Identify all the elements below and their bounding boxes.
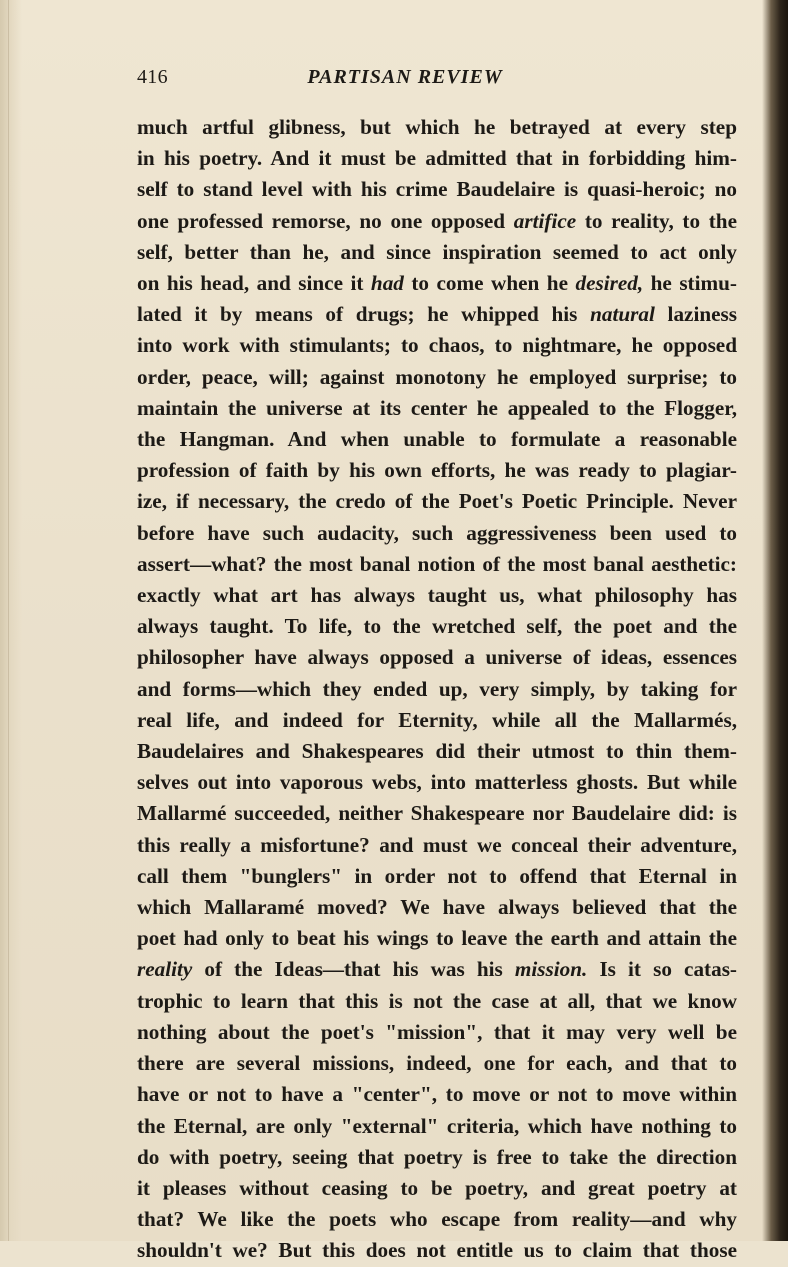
text-segment: trophic to learn that this is not the case at all, that we know [137, 988, 737, 1013]
text-segment: he stimu- [643, 271, 737, 296]
text-segment: exactly what art has always taught us, what philosophy has [137, 583, 737, 608]
text-line [137, 986, 737, 1017]
text-segment: real life, and indeed for Eternity, while all the Mallarmés, [137, 707, 737, 732]
text-line [137, 549, 737, 580]
text-line [137, 580, 737, 611]
text-segment: the Eternal, are only "external" criteria, which have nothing to [137, 1113, 737, 1138]
text-segment: into work with stimulants; to chaos, to nightmare, he opposed [137, 333, 737, 358]
text-segment: lated it by means of drugs; he whipped his [137, 302, 591, 327]
text-line [137, 1235, 737, 1266]
text-segment: Is it so catas- [587, 957, 737, 982]
text-line [137, 455, 737, 486]
page-gutter-shadow [0, 0, 22, 1241]
text-segment: laziness [654, 302, 738, 327]
text-segment: shouldn't we? But this does not entitle us to claim that those [137, 1238, 737, 1263]
text-line [137, 424, 737, 455]
text-line [137, 830, 737, 861]
text-segment: self, better than he, and since inspiration seemed to act only [137, 239, 737, 264]
text-segment: to reality, to the [576, 208, 737, 233]
text-line [137, 923, 737, 954]
text-line [137, 736, 737, 767]
text-line [137, 1204, 737, 1235]
text-segment: that? We like the poets who escape from reality—and why [137, 1207, 737, 1232]
italic-text: mission. [514, 957, 588, 982]
text-line [137, 393, 737, 424]
text-line [137, 143, 737, 174]
journal-title: PARTISAN REVIEW [307, 66, 503, 88]
text-segment: and forms—which they ended up, very simply, by taking for [137, 676, 737, 701]
text-line [137, 642, 737, 673]
text-segment: philosopher have always opposed a universe of ideas, essences [137, 645, 737, 670]
text-line [137, 954, 737, 985]
text-line [137, 611, 737, 642]
page-edge-line [8, 0, 9, 1241]
text-line [137, 174, 737, 205]
text-segment: have or not to have a "center", to move or not to move within [137, 1082, 737, 1107]
text-segment: ize, if necessary, the credo of the Poet's Poetic Principle. Never [137, 489, 737, 514]
text-segment: nothing about the poet's "mission", that it may very well be [137, 1019, 737, 1044]
italic-text: desired, [575, 271, 644, 296]
text-segment: in his poetry. And it must be admitted that in forbidding him- [137, 146, 737, 171]
page-binding-shadow [762, 0, 788, 1241]
text-segment: always taught. To life, to the wretched self, the poet and the [137, 614, 737, 639]
text-segment: there are several missions, indeed, one for each, and that to [137, 1051, 737, 1076]
text-segment: do with poetry, seeing that poetry is free to take the direction [137, 1144, 737, 1169]
text-line [137, 206, 737, 237]
text-line [137, 1017, 737, 1048]
text-line [137, 518, 737, 549]
text-line [137, 1048, 737, 1079]
body-text [137, 112, 737, 1267]
text-line [137, 486, 737, 517]
text-segment: the Hangman. And when unable to formulate a reasonable [137, 427, 737, 452]
text-segment: Baudelaires and Shakespeares did their utmost to thin them- [137, 739, 737, 764]
text-line [137, 299, 737, 330]
page-number: 416 [137, 66, 168, 88]
text-segment: order, peace, will; against monotony he employed surprise; to [137, 364, 737, 389]
text-line [137, 767, 737, 798]
text-line [137, 892, 737, 923]
text-line [137, 1111, 737, 1142]
text-segment: before have such audacity, such aggressiveness been used to [137, 520, 737, 545]
text-segment: this really a misfortune? and must we conceal their adventure, [137, 832, 737, 857]
text-segment: profession of faith by his own efforts, he was ready to plagiar- [137, 458, 737, 483]
text-segment: it pleases without ceasing to be poetry, and great poetry at [137, 1175, 737, 1200]
italic-text: artifice [513, 208, 577, 233]
text-segment: on his head, and since it [137, 271, 371, 296]
text-line [137, 674, 737, 705]
running-head [137, 66, 737, 92]
text-line [137, 1173, 737, 1204]
text-segment: one professed remorse, no one opposed [137, 208, 514, 233]
text-segment: selves out into vaporous webs, into matterless ghosts. But while [137, 770, 737, 795]
text-segment: to come when he [403, 271, 576, 296]
italic-text: had [370, 271, 404, 296]
italic-text: reality [137, 957, 193, 982]
text-segment: much artful glibness, but which he betrayed at every step [137, 115, 737, 139]
text-line [137, 1142, 737, 1173]
text-segment: maintain the universe at its center he appealed to the Flogger, [137, 395, 737, 420]
text-segment: Mallarmé succeeded, neither Shakespeare nor Baudelaire did: is [137, 801, 737, 826]
text-segment: call them "bunglers" in order not to offend that Eternal in [137, 863, 737, 888]
text-segment: of the Ideas—that his was his [192, 957, 515, 982]
text-line [137, 1079, 737, 1110]
text-line [137, 362, 737, 393]
text-line [137, 268, 737, 299]
text-line [137, 112, 737, 143]
text-line [137, 861, 737, 892]
text-line [137, 798, 737, 829]
text-segment: self to stand level with his crime Baudelaire is quasi-heroic; no [137, 177, 737, 202]
text-segment: which Mallaramé moved? We have always believed that the [137, 895, 737, 920]
text-line [137, 237, 737, 268]
text-line [137, 705, 737, 736]
text-line [137, 330, 737, 361]
text-segment: poet had only to beat his wings to leave the earth and attain the [137, 926, 737, 951]
text-segment: assert—what? the most banal notion of the most banal aesthetic: [137, 551, 737, 576]
italic-text: natural [590, 302, 655, 327]
